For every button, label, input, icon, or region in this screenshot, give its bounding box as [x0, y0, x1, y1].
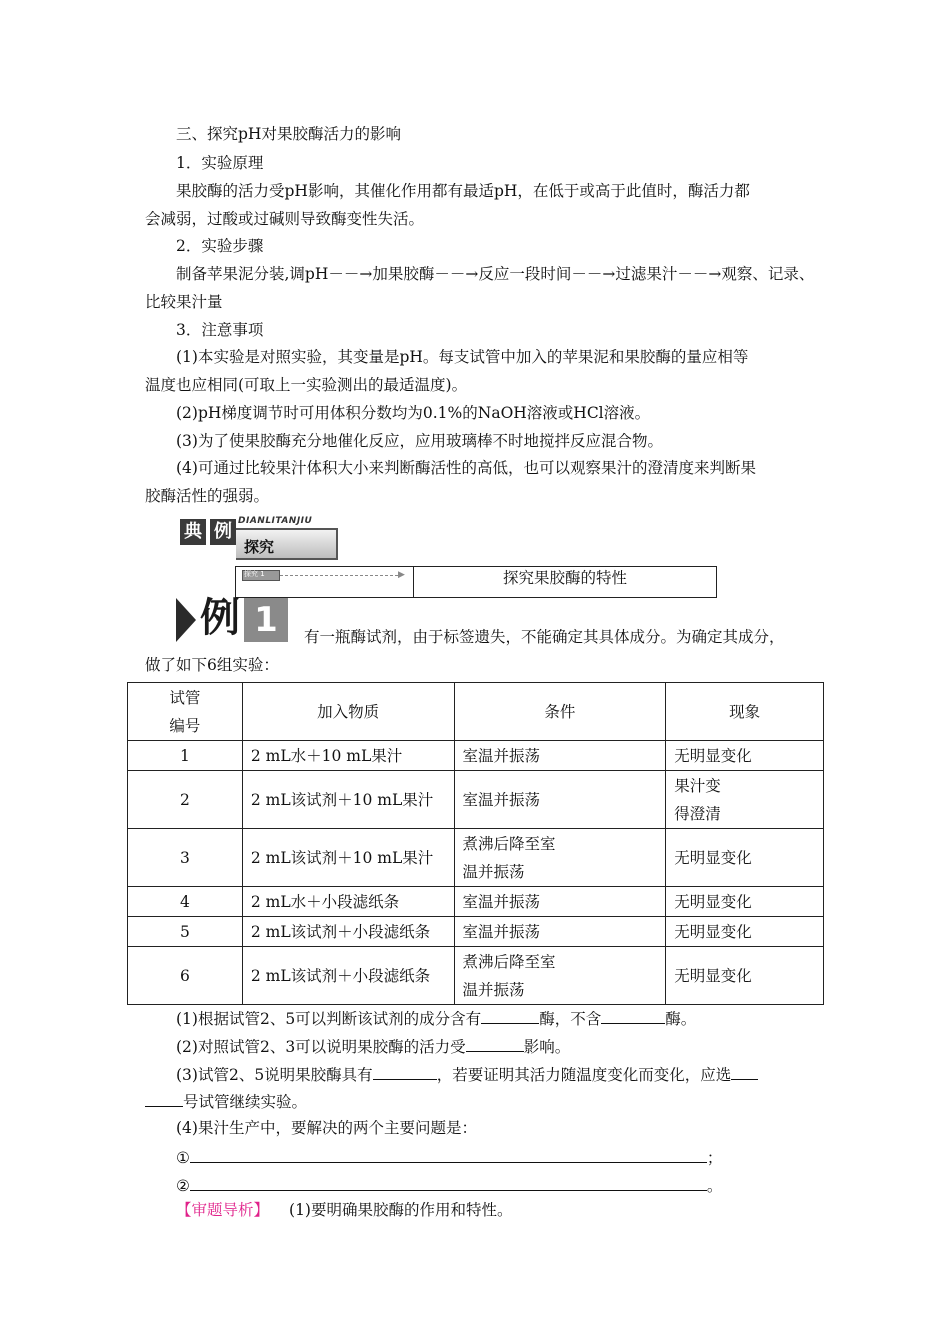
answer-blank[interactable] — [731, 1063, 758, 1080]
example-char: 例 — [200, 595, 240, 641]
topic-box — [235, 566, 717, 598]
header-condition: 条件 — [454, 683, 666, 741]
question-3-line-2: 号试管继续实验。 — [145, 1090, 307, 1112]
cell-substance: 2 mL该试剂＋小段滤纸条 — [242, 947, 454, 1005]
topic-arrow-line — [280, 575, 398, 576]
principle-title: 1．实验原理 — [176, 154, 264, 172]
answer-blank[interactable] — [190, 1146, 707, 1163]
cell-condition: 煮沸后降至室 温并振荡 — [454, 829, 666, 887]
table-row — [128, 741, 824, 771]
cell-no: 6 — [128, 947, 243, 1005]
topic-tag-cell — [236, 567, 414, 597]
answer-blank[interactable] — [601, 1007, 665, 1024]
table-row — [128, 947, 824, 1005]
header-substance: 加入物质 — [242, 683, 454, 741]
table-row — [128, 829, 824, 887]
badge-pinyin: DIANLITANJIU — [238, 516, 313, 526]
topic-tag-label: 探究 1 — [244, 570, 265, 578]
cell-no: 5 — [128, 917, 243, 947]
cell-phenomenon: 果汁变 得澄清 — [666, 771, 824, 829]
cell-condition: 室温并振荡 — [454, 771, 666, 829]
note-1-line-2: 温度也应相同(可取上一实验测出的最适温度)。 — [145, 376, 468, 394]
cell-substance: 2 mL水＋10 mL果汁 — [242, 741, 454, 771]
table-row — [128, 771, 824, 829]
badge-subtitle: 探究 — [244, 538, 275, 556]
question-1: (1)根据试管2、5可以判断该试剂的成分含有 酶，不含 酶。 — [176, 1007, 696, 1029]
principle-line-2: 会减弱，过酸或过碱则导致酶变性失活。 — [145, 210, 425, 228]
note-4-line-1: (4)可通过比较果汁体积大小来判断酶活性的高低，也可以观察果汁的澄清度来判断果 — [176, 459, 756, 477]
steps-line-1: 制备苹果泥分装,调pH－－→加果胶酶－－→反应一段时间－－→过滤果汁－－→观察、记录、 — [176, 265, 815, 283]
badge-char-2: 例 — [210, 519, 236, 545]
cell-substance: 2 mL该试剂＋10 mL果汁 — [242, 771, 454, 829]
cell-phenomenon: 无明显变化 — [666, 887, 824, 917]
table-row — [128, 917, 824, 947]
question-2: (2)对照试管2、3可以说明果胶酶的活力受 影响。 — [176, 1035, 570, 1057]
question-3-line-1: (3)试管2、5说明果胶酶具有 ，若要证明其活力随温度变化而变化，应选 — [176, 1063, 758, 1085]
note-2: (2)pH梯度调节时可用体积分数均为0.1%的NaOH溶液或HCl溶液。 — [176, 404, 651, 422]
cell-condition: 室温并振荡 — [454, 917, 666, 947]
cell-no: 2 — [128, 771, 243, 829]
example-number: 1 — [244, 598, 288, 642]
question-4-item-1: ① ； — [176, 1146, 722, 1168]
question-4: (4)果汁生产中，要解决的两个主要问题是： — [176, 1119, 477, 1137]
notes-title: 3．注意事项 — [176, 321, 264, 339]
analysis-tag: 【审题导析】 — [176, 1201, 270, 1219]
cell-no: 3 — [128, 829, 243, 887]
question-4-item-2: ② 。 — [176, 1174, 722, 1196]
example-text-line-2: 做了如下6组实验： — [145, 656, 279, 674]
note-3: (3)为了使果胶酶充分地催化反应，应用玻璃棒不时地搅拌反应混合物。 — [176, 432, 663, 450]
answer-blank[interactable] — [481, 1007, 539, 1024]
section-heading: 三、探究pH对果胶酶活力的影响 — [176, 125, 401, 143]
example-label — [176, 595, 288, 642]
example-text-line-1: 有一瓶酶试剂，由于标签遗失，不能确定其具体成分。为确定其成分， — [304, 628, 785, 646]
cell-no: 4 — [128, 887, 243, 917]
answer-blank[interactable] — [373, 1063, 437, 1080]
cell-phenomenon: 无明显变化 — [666, 917, 824, 947]
arrow-right-icon: ▶ — [398, 570, 405, 580]
note-1-line-1: (1)本实验是对照实验，其变量是pH。每支试管中加入的苹果泥和果胶酶的量应相等 — [176, 348, 749, 366]
steps-title: 2．实验步骤 — [176, 237, 264, 255]
answer-blank[interactable] — [145, 1090, 183, 1107]
analysis-line — [176, 1200, 512, 1220]
answer-blank[interactable] — [466, 1035, 524, 1052]
triangle-icon — [176, 598, 196, 642]
cell-no: 1 — [128, 741, 243, 771]
cell-phenomenon: 无明显变化 — [666, 741, 824, 771]
note-4-line-2: 胶酶活性的强弱。 — [145, 487, 270, 505]
topic-title: 探究果胶酶的特性 — [502, 569, 627, 587]
answer-blank[interactable] — [190, 1174, 707, 1191]
cell-phenomenon: 无明显变化 — [666, 947, 824, 1005]
cell-condition: 室温并振荡 — [454, 741, 666, 771]
table-row — [128, 887, 824, 917]
cell-phenomenon: 无明显变化 — [666, 829, 824, 887]
steps-line-2: 比较果汁量 — [145, 293, 223, 311]
table-header-row — [128, 683, 824, 741]
badge-char-1: 典 — [180, 519, 206, 545]
header-tube-no: 试管 编号 — [128, 683, 243, 741]
experiment-table — [127, 682, 824, 1005]
cell-condition: 室温并振荡 — [454, 887, 666, 917]
principle-line-1: 果胶酶的活力受pH影响，其催化作用都有最适pH，在低于或高于此值时，酶活力都 — [176, 182, 750, 200]
cell-condition: 煮沸后降至室 温并振荡 — [454, 947, 666, 1005]
cell-substance: 2 mL该试剂＋10 mL果汁 — [242, 829, 454, 887]
typical-example-badge — [176, 516, 340, 558]
analysis-text: (1)要明确果胶酶的作用和特性。 — [289, 1201, 513, 1219]
cell-substance: 2 mL该试剂＋小段滤纸条 — [242, 917, 454, 947]
cell-substance: 2 mL水＋小段滤纸条 — [242, 887, 454, 917]
header-phenomenon: 现象 — [666, 683, 824, 741]
